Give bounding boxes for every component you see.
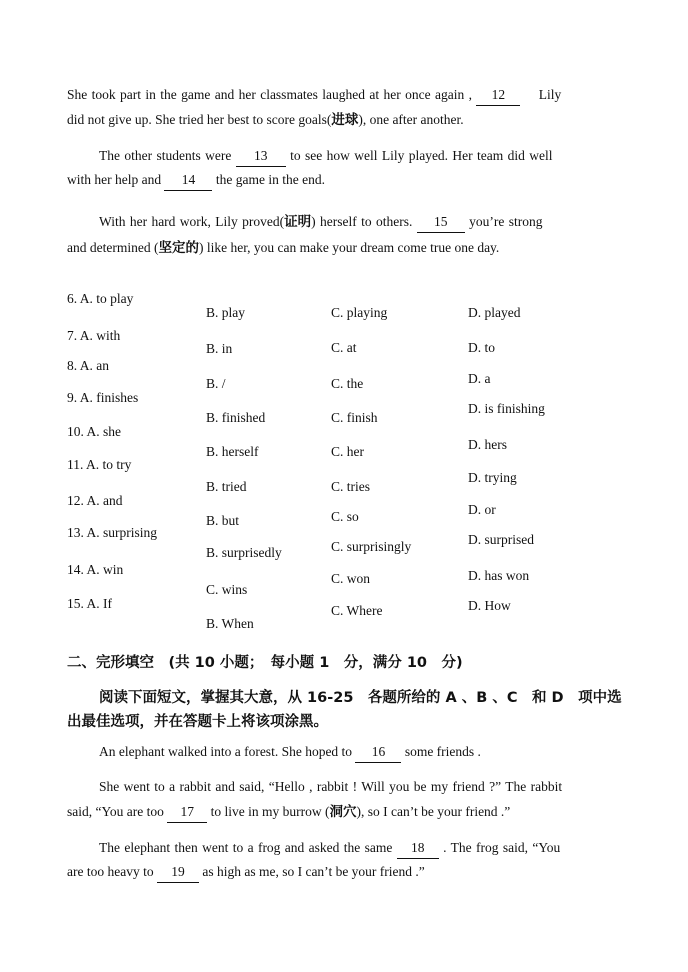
blank-18: 18 (397, 838, 439, 859)
chinese-gloss: 证明 (284, 214, 312, 230)
text: The elephant then went to a frog and asked the same (99, 840, 393, 855)
option-11-b: B. tried (206, 479, 247, 494)
option-7-b: B. in (206, 341, 233, 356)
text: are too heavy to (67, 864, 154, 879)
section-instruction-line1: 阅读下面短文，掌握其大意，从 16-25 各题所给的 A 、B 、C 和 D 项中选 (99, 690, 622, 706)
passage1-p3-line1 (99, 212, 542, 233)
text: An elephant walked into a forest. She hoped to (99, 744, 353, 759)
option-11-d: D. trying (468, 470, 517, 485)
option-7-a: 7. A. with (67, 328, 121, 343)
option-15-b: B. When (206, 616, 254, 631)
section-heading: 二、完形填空 (共 10 小题； 每小题 1 分，满分 10 分) (67, 655, 463, 671)
option-12-a: 12. A. and (67, 493, 123, 508)
option-13-d: D. surprised (468, 532, 534, 547)
text: said, “You are too (67, 804, 164, 819)
passage1-p2-line1 (99, 146, 553, 167)
option-15-c: C. Where (331, 603, 383, 618)
blank-14: 14 (164, 170, 212, 191)
option-9-b: B. finished (206, 410, 266, 425)
option-15-d: D. How (468, 598, 511, 613)
text: . The frog said, “You (443, 840, 561, 855)
option-12-c: C. so (331, 509, 359, 524)
blank-19: 19 (157, 862, 199, 883)
option-9-c: C. finish (331, 410, 378, 425)
option-9-a: 9. A. finishes (67, 390, 139, 405)
passage1-p1-line2 (67, 110, 464, 130)
blank-16: 16 (355, 742, 401, 763)
option-14-a: 14. A. win (67, 562, 124, 577)
text: some friends . (404, 744, 481, 759)
option-8-a: 8. A. an (67, 358, 109, 373)
blank-15: 15 (417, 212, 465, 233)
blank-13: 13 (236, 146, 286, 167)
option-11-a: 11. A. to try (67, 457, 132, 472)
option-7-d: D. to (468, 340, 495, 355)
text: the game in the end. (215, 172, 325, 187)
chinese-gloss: 洞穴 (329, 804, 357, 820)
option-13-a: 13. A. surprising (67, 525, 158, 540)
option-10-b: B. herself (206, 444, 259, 459)
section-instruction-line2: 出最佳选项，并在答题卡上将该项涂黑。 (67, 714, 328, 730)
text: to live in my burrow ( (210, 804, 330, 819)
option-9-d: D. is finishing (468, 401, 545, 416)
option-15-a: 15. A. If (67, 596, 112, 611)
blank-17: 17 (167, 802, 207, 823)
passage2-p3-line2 (67, 862, 425, 883)
option-14-c: C. won (331, 571, 371, 586)
text: Lily (538, 87, 562, 102)
option-13-c: C. surprisingly (331, 539, 412, 554)
option-8-d: D. a (468, 371, 491, 386)
option-6-c: C. playing (331, 305, 388, 320)
passage1-p2-line2 (67, 170, 325, 191)
text: ), so I can’t be your friend .” (356, 804, 511, 819)
option-8-c: C. the (331, 376, 364, 391)
option-8-b: B. / (206, 376, 226, 391)
option-10-d: D. hers (468, 437, 507, 452)
chinese-gloss: 坚定的 (158, 240, 199, 256)
text: She took part in the game and her classmates laughed at her once again , (67, 87, 472, 102)
text: with her help and (67, 172, 162, 187)
passage2-p1 (99, 742, 481, 763)
text: With her hard work, Lily proved( (99, 214, 285, 229)
option-6-b: B. play (206, 305, 245, 320)
passage2-p3-line1 (99, 838, 560, 859)
text: did not give up. She tried her best to score goals( (67, 112, 332, 127)
option-10-a: 10. A. she (67, 424, 121, 439)
text: and determined ( (67, 240, 159, 255)
chinese-gloss: 进球 (331, 112, 359, 128)
text: The other students were (99, 148, 232, 163)
option-6-a: 6. A. to play (67, 291, 134, 306)
option-12-b: B. but (206, 513, 240, 528)
text: you’re strong (469, 214, 543, 229)
text: ) like her, you can make your dream come true one day. (198, 240, 500, 255)
option-7-c: C. at (331, 340, 357, 355)
passage2-p2-line1: She went to a rabbit and said, “Hello , rabbit ! Will you be my friend ?” The rabbit (99, 779, 563, 794)
option-6-d: D. played (468, 305, 521, 320)
option-13-b: B. surprisedly (206, 545, 282, 560)
text: ) herself to others. (311, 214, 413, 229)
option-11-c: C. tries (331, 479, 370, 494)
text: as high as me, so I can’t be your friend .” (202, 864, 425, 879)
passage1-p1-line1 (67, 85, 561, 106)
passage1-p3-line2 (67, 238, 499, 258)
blank-12: 12 (476, 85, 520, 106)
option-10-c: C. her (331, 444, 364, 459)
option-12-d: D. or (468, 502, 496, 517)
option-14-d: D. has won (468, 568, 530, 583)
option-14-b: C. wins (206, 582, 248, 597)
text: to see how well Lily played. Her team did well (290, 148, 553, 163)
passage2-p2-line2 (67, 802, 510, 823)
text: ), one after another. (358, 112, 464, 127)
